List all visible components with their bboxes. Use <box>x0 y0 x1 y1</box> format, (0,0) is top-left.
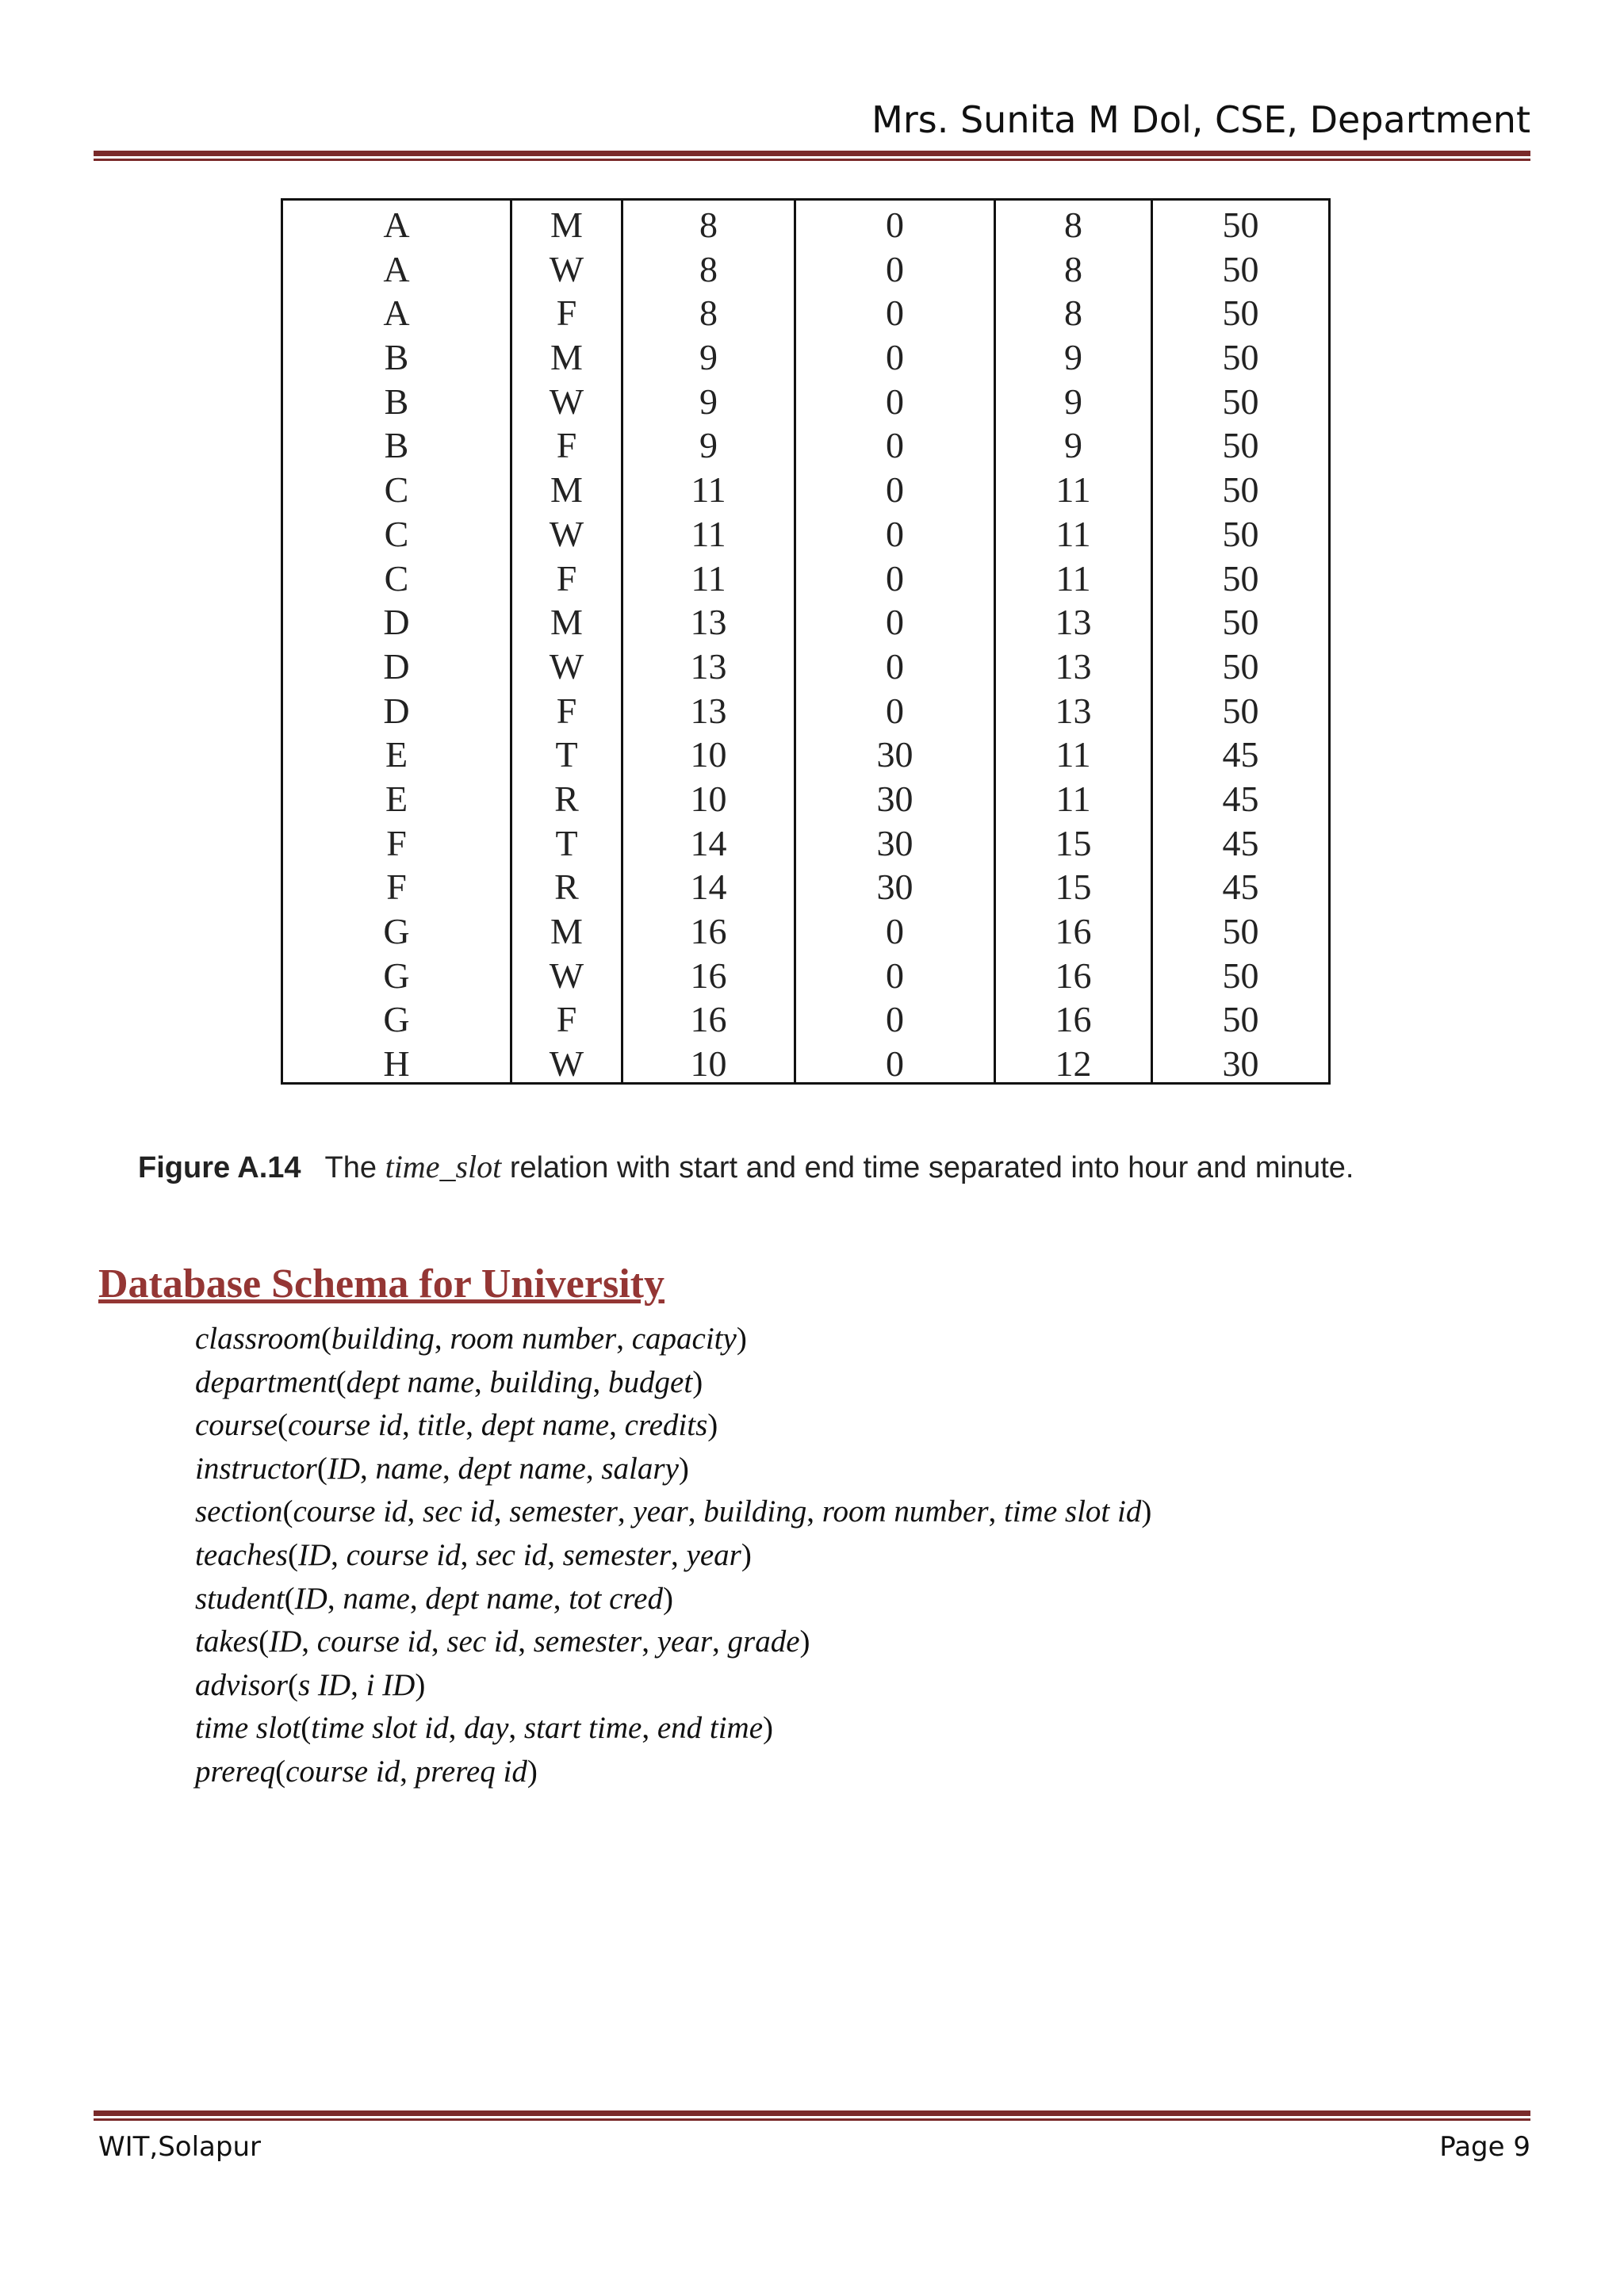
attribute-name: name <box>343 1581 410 1616</box>
table-cell: 8 <box>1064 248 1082 289</box>
table-column <box>796 201 996 1085</box>
caption-pre: The <box>324 1151 377 1184</box>
table-cell: 0 <box>886 293 904 334</box>
table-cell: 0 <box>886 381 904 422</box>
section-title: Database Schema for University <box>98 1261 665 1307</box>
table-cell: 11 <box>691 513 726 554</box>
table-cell: 50 <box>1222 999 1259 1040</box>
table-cell: 14 <box>690 822 727 863</box>
table-cell: 8 <box>1064 293 1082 334</box>
schema-line: teaches(ID, course id, sec id, semester, year) <box>195 1537 752 1572</box>
table-cell: 50 <box>1222 602 1259 643</box>
schema-line: time slot(time slot id, day, start time, end time) <box>195 1711 774 1746</box>
table-column <box>996 201 1153 1085</box>
table-cell: M <box>550 469 583 511</box>
table-cell: 11 <box>691 557 726 599</box>
attribute-name: course id <box>287 1408 403 1443</box>
table-cell: 0 <box>886 911 904 951</box>
table-cell: 12 <box>1055 1043 1092 1085</box>
table-cell: 13 <box>690 690 727 731</box>
table-cell: A <box>383 293 410 334</box>
table-column <box>512 201 623 1085</box>
table-cell: 13 <box>690 645 727 687</box>
attribute-name: year <box>633 1494 688 1529</box>
table-cell: F <box>556 293 577 334</box>
table-cell: B <box>384 381 409 422</box>
table-cell: F <box>556 425 577 466</box>
schema-line: prereq(course id, prereq id) <box>195 1754 538 1789</box>
relation-name: instructor <box>195 1451 317 1486</box>
relation-name: takes <box>195 1624 259 1659</box>
table-column <box>283 201 512 1085</box>
time-slot-table <box>281 198 1331 1085</box>
table-cell: 50 <box>1222 293 1259 334</box>
table-cell: D <box>383 602 410 643</box>
table-cell: 0 <box>886 602 904 643</box>
table-cell: W <box>549 1043 584 1085</box>
table-cell: M <box>550 602 583 643</box>
table-column <box>623 201 796 1085</box>
attribute-name: ID <box>294 1581 327 1616</box>
attribute-name: title <box>417 1408 466 1443</box>
table-column <box>1153 201 1328 1085</box>
table-cell: 10 <box>690 734 727 775</box>
table-cell: 50 <box>1222 337 1259 378</box>
relation-name: prereq <box>195 1754 276 1789</box>
attribute-name: semester <box>533 1624 642 1659</box>
table-cell: 50 <box>1222 425 1259 466</box>
table-cell: C <box>384 469 409 511</box>
table-cell: R <box>554 867 579 908</box>
table-cell: 8 <box>699 293 718 334</box>
table-cell: F <box>556 557 577 599</box>
table-cell: 50 <box>1222 557 1259 599</box>
table-cell: 0 <box>886 645 904 687</box>
attribute-name: time slot id <box>311 1711 449 1746</box>
attribute-name: dept name <box>481 1408 610 1443</box>
table-cell: T <box>555 822 578 863</box>
table-cell: 45 <box>1222 822 1259 863</box>
table-cell: 14 <box>690 867 727 908</box>
table-cell: G <box>383 955 410 996</box>
table-cell: 15 <box>1055 822 1092 863</box>
footer-institution: WIT,Solapur <box>98 2131 261 2163</box>
table-cell: 16 <box>690 999 727 1040</box>
attribute-name: s ID <box>298 1667 351 1702</box>
table-cell: 50 <box>1222 513 1259 554</box>
table-cell: 8 <box>699 205 718 245</box>
table-cell: B <box>384 425 409 466</box>
table-cell: W <box>549 248 584 289</box>
header-rule <box>94 151 1530 161</box>
table-cell: 0 <box>886 469 904 511</box>
table-cell: G <box>383 911 410 951</box>
table-cell: 45 <box>1222 867 1259 908</box>
figure-label: Figure A.14 <box>138 1151 301 1184</box>
table-cell: F <box>556 690 577 731</box>
schema-list <box>195 1318 1151 1794</box>
relation-name: student <box>195 1581 285 1616</box>
table-cell: 11 <box>1055 734 1091 775</box>
schema-line: course(course id, title, dept name, credits) <box>195 1408 718 1443</box>
table-cell: 11 <box>1055 557 1091 599</box>
attribute-name: budget <box>608 1364 693 1399</box>
table-cell: 0 <box>886 205 904 245</box>
attribute-name: prereq id <box>415 1754 527 1789</box>
relation-name: classroom <box>195 1322 321 1356</box>
table-cell: E <box>385 778 408 819</box>
table-cell: A <box>383 205 410 245</box>
attribute-name: year <box>657 1624 713 1659</box>
relation-name: course <box>195 1408 278 1443</box>
schema-line: advisor(s ID, i ID) <box>195 1667 426 1702</box>
attribute-name: start time <box>523 1711 642 1746</box>
table-cell: 8 <box>699 248 718 289</box>
table-cell: C <box>384 513 409 554</box>
table-cell: 0 <box>886 248 904 289</box>
caption-post: relation with start and end time separated into hour and minute. <box>509 1151 1354 1184</box>
relation-name: section <box>195 1494 283 1529</box>
schema-line: department(dept name, building, budget) <box>195 1364 703 1399</box>
attribute-name: dept name <box>458 1451 586 1486</box>
table-cell: 9 <box>1064 425 1082 466</box>
attribute-name: dept name <box>425 1581 553 1616</box>
table-cell: D <box>383 690 410 731</box>
table-cell: 9 <box>699 337 718 378</box>
table-cell: 13 <box>1055 602 1092 643</box>
footer-page-number: Page 9 <box>1439 2131 1530 2163</box>
attribute-name: grade <box>727 1624 800 1659</box>
schema-line: section(course id, sec id, semester, year, building, room number, time slot id) <box>195 1494 1152 1529</box>
table-cell: 30 <box>876 822 914 863</box>
table-cell: M <box>550 911 583 951</box>
table-cell: 16 <box>690 955 727 996</box>
table-cell: C <box>384 557 409 599</box>
table-cell: 16 <box>1055 911 1092 951</box>
table-cell: 50 <box>1222 205 1259 245</box>
attribute-name: course id <box>293 1494 408 1529</box>
table-cell: 0 <box>886 955 904 996</box>
attribute-name: i ID <box>366 1667 416 1702</box>
table-cell: T <box>555 734 578 775</box>
table-cell: G <box>383 999 410 1040</box>
attribute-name: course id <box>285 1754 400 1789</box>
attribute-name: sec id <box>476 1537 548 1572</box>
page-header: Mrs. Sunita M Dol, CSE, Department <box>871 98 1530 141</box>
table-cell: 9 <box>699 425 718 466</box>
attribute-name: year <box>686 1537 741 1572</box>
attribute-name: building <box>703 1494 807 1529</box>
caption-relation-name: time_slot <box>385 1149 502 1184</box>
table-cell: 11 <box>1055 513 1091 554</box>
attribute-name: semester <box>509 1494 618 1529</box>
attribute-name: dept name <box>346 1364 475 1399</box>
table-cell: R <box>554 778 579 819</box>
attribute-name: course id <box>316 1624 431 1659</box>
attribute-name: credits <box>624 1408 708 1443</box>
attribute-name: ID <box>269 1624 302 1659</box>
relation-name: time slot <box>195 1711 301 1746</box>
table-cell: 11 <box>1055 778 1091 819</box>
figure-caption <box>138 1148 1354 1185</box>
attribute-name: room number <box>450 1322 617 1356</box>
table-cell: 0 <box>886 513 904 554</box>
table-cell: 0 <box>886 337 904 378</box>
attribute-name: end time <box>657 1711 764 1746</box>
table-cell: F <box>386 867 407 908</box>
attribute-name: time slot id <box>1004 1494 1142 1529</box>
table-cell: E <box>385 734 408 775</box>
attribute-name: tot cred <box>569 1581 663 1616</box>
attribute-name: building <box>331 1322 435 1356</box>
attribute-name: room number <box>822 1494 989 1529</box>
schema-line: classroom(building, room number, capacity) <box>195 1322 747 1356</box>
table-cell: 30 <box>876 867 914 908</box>
attribute-name: day <box>464 1711 509 1746</box>
attribute-name: ID <box>297 1537 331 1572</box>
table-cell: 0 <box>886 425 904 466</box>
attribute-name: sec id <box>423 1494 494 1529</box>
table-cell: 9 <box>699 381 718 422</box>
table-cell: 45 <box>1222 778 1259 819</box>
table-cell: A <box>383 248 410 289</box>
attribute-name: course id <box>346 1537 461 1572</box>
relation-name: advisor <box>195 1667 288 1702</box>
table-cell: 0 <box>886 1043 904 1085</box>
footer-rule <box>94 2110 1530 2121</box>
table-cell: 50 <box>1222 645 1259 687</box>
table-cell: 15 <box>1055 867 1092 908</box>
table-cell: 50 <box>1222 911 1259 951</box>
schema-line: takes(ID, course id, sec id, semester, year, grade) <box>195 1624 810 1659</box>
schema-line: student(ID, name, dept name, tot cred) <box>195 1581 673 1616</box>
attribute-name: sec id <box>446 1624 519 1659</box>
table-cell: 9 <box>1064 337 1082 378</box>
table-cell: 30 <box>876 778 914 819</box>
table-cell: 0 <box>886 999 904 1040</box>
table-cell: H <box>383 1043 410 1085</box>
table-cell: 50 <box>1222 690 1259 731</box>
relation-name: teaches <box>195 1537 288 1572</box>
table-cell: W <box>549 513 584 554</box>
table-cell: 11 <box>1055 469 1091 511</box>
table-cell: 0 <box>886 557 904 599</box>
table-cell: 50 <box>1222 381 1259 422</box>
table-cell: 30 <box>1222 1043 1259 1085</box>
table-cell: B <box>384 337 409 378</box>
table-cell: 50 <box>1222 955 1259 996</box>
table-cell: W <box>549 955 584 996</box>
attribute-name: capacity <box>631 1322 737 1356</box>
table-cell: 11 <box>691 469 726 511</box>
table-cell: W <box>549 645 584 687</box>
attribute-name: name <box>375 1451 442 1486</box>
attribute-name: ID <box>327 1451 361 1486</box>
table-cell: 10 <box>690 778 727 819</box>
attribute-name: building <box>489 1364 593 1399</box>
table-cell: 0 <box>886 690 904 731</box>
table-cell: 50 <box>1222 248 1259 289</box>
table-cell: 30 <box>876 734 914 775</box>
table-cell: M <box>550 205 583 245</box>
attribute-name: salary <box>601 1451 679 1486</box>
relation-name: department <box>195 1364 336 1399</box>
table-cell: F <box>556 999 577 1040</box>
table-cell: 16 <box>1055 999 1092 1040</box>
table-cell: 13 <box>690 602 727 643</box>
table-cell: 13 <box>1055 645 1092 687</box>
table-cell: F <box>386 822 407 863</box>
table-cell: 16 <box>1055 955 1092 996</box>
table-cell: W <box>549 381 584 422</box>
table-cell: D <box>383 645 410 687</box>
table-cell: M <box>550 337 583 378</box>
attribute-name: semester <box>562 1537 672 1572</box>
table-cell: 13 <box>1055 690 1092 731</box>
table-cell: 10 <box>690 1043 727 1085</box>
table-cell: 16 <box>690 911 727 951</box>
table-cell: 45 <box>1222 734 1259 775</box>
table-cell: 50 <box>1222 469 1259 511</box>
table-cell: 9 <box>1064 381 1082 422</box>
table-cell: 8 <box>1064 205 1082 245</box>
schema-line: instructor(ID, name, dept name, salary) <box>195 1451 689 1486</box>
